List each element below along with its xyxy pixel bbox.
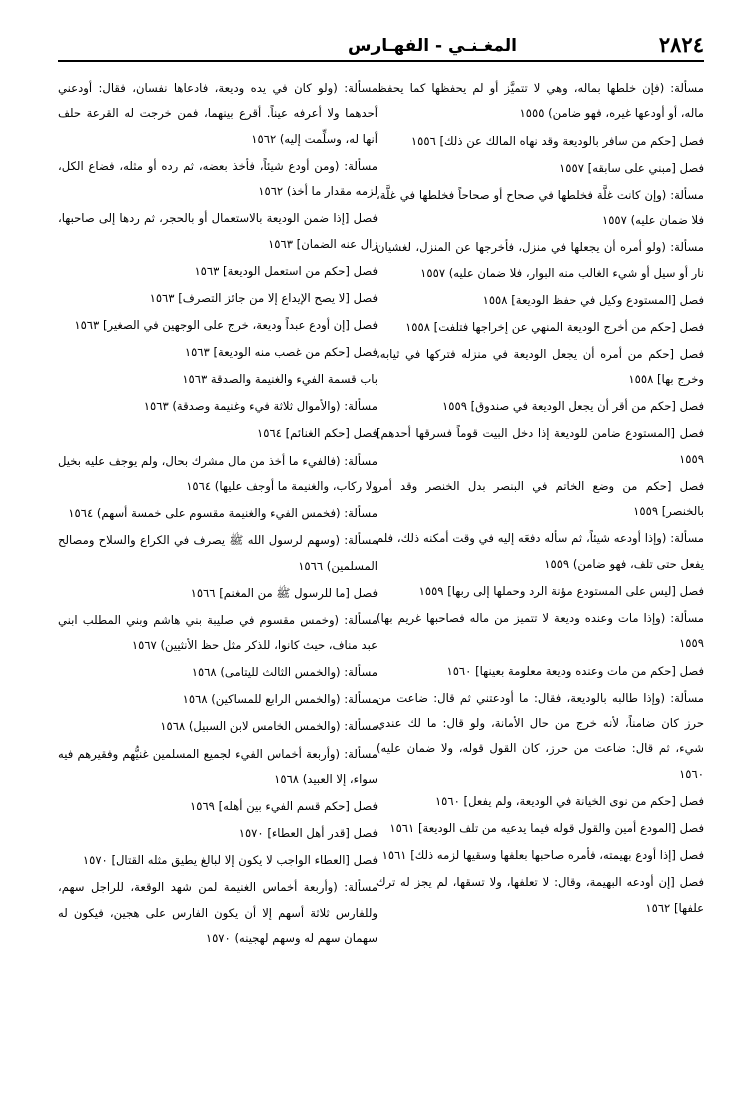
index-entry: فصل [حكم من استعمل الوديعة] ١٥٦٣ [194,263,378,278]
index-entry: فصل [المودع أمين والقول قوله فيما يدعيه من تلف الوديعة] ١٥٦١ [389,821,704,836]
page-number: ٢٨٢٤ [658,32,704,57]
index-entry: مسألة: (والأموال ثلاثة فيء وغنيمة وصدقة) ١٥٦٣ [143,399,378,414]
index-entry: مسألة: (فخمس الفيء والغنيمة مقسوم على خمسة أسهم) ١٥٦٤ [68,506,378,521]
index-entry: مسألة: (والخمس الرابع للمساكين) ١٥٦٨ [182,692,378,707]
index-column-left [58,76,378,953]
index-entry: فصل [حكم من غصب منه الوديعة] ١٥٦٣ [184,345,378,360]
index-entry: فصل [حكم من أمره أن يجعل الوديعة في منزله فتركها في ثيابه، وخرج بها] ١٥٥٨ [376,346,704,387]
index-entry: فصل [لا يصح الإيداع إلا من جائز التصرف] ١٥٦٣ [149,291,378,305]
index-entry: فصل [قدر أهل العطاء] ١٥٧٠ [238,826,378,841]
index-entry: مسألة: (والخمس الخامس لابن السبيل) ١٥٦٨ [160,719,378,734]
index-entry: فصل [حكم الغنائم] ١٥٦٤ [256,426,378,441]
index-entry: مسألة: (وخمس مقسوم في صليبة بني هاشم وبني المطلب ابني عبد مناف، حيث كانوا، للذكر مثل حظ الأنثيين) ١٥٦٧ [58,612,378,653]
index-entry: مسألة: (ولو أمره أن يجعلها في منزل، فأخرجها عن المنزل، لغشيان نار أو سيل أو شيء الغالب منه البوار، فلا ضمان عليه) ١٥٥٧ [376,240,704,280]
index-entry: فصل [إذا أودع بهيمته، فأمره صاحبها بعلفها وسقيها لزمه ذلك] ١٥٦١ [381,848,704,863]
index-entry: فصل [حكم من سافر بالوديعة وقد نهاه المالك عن ذلك] ١٥٥٦ [410,133,704,148]
index-entry: مسألة: (ومن أودع شيئاً، فأخذ بعضه، ثم رده أو مثله، فضاع الكل، لزمه مقدار ما أخذ) ١٥٦٢ [58,158,378,199]
index-entry: فصل [المستودع ضامن للوديعة إذا دخل البيت قوماً فسرقها أحدهم] ١٥٥٩ [376,426,704,466]
index-entry: فصل [ما للرسول ﷺ من المغنم] ١٥٦٦ [190,585,378,600]
index-entry: مسألة: (فالفيء ما أخذ من مال مشرك بحال، ولم يوجف عليه بخيل ولا ركاب، والغنيمة ما أوجف عليها) ١٥٦٤ [58,453,378,493]
index-entry: فصل [حكم من أقر أن يجعل الوديعة في صندوق] ١٥٥٩ [442,399,704,414]
index-entry: مسألة: (والخمس الثالث لليتامى) ١٥٦٨ [191,665,378,680]
index-entry: فصل [مبني على سابقه] ١٥٥٧ [559,160,704,175]
index-entry: مسألة: (وأربعة أخماس الغنيمة لمن شهد الوقعة، للراجل سهم، وللفارس ثلاثة أسهم إلا أن يكون الفارس على هجين، فيكون له سهمان سهم له وسهم لهجينه) ١٥٧٠ [58,880,378,946]
index-entry: فصل [حكم قسم الفيء بين أهله] ١٥٦٩ [189,799,378,814]
index-entry: فصل [حكم من مات وعنده وديعة معلومة بعينها] ١٥٦٠ [446,663,704,678]
index-entry: مسألة: (وإن كانت غلَّة فخلطها في صحاح أو صحاحاً فخلطها في غلَّة، فلا ضمان عليه) ١٥٥٧ [376,187,704,228]
page-header [58,30,704,62]
index-entry: مسألة: (فإن خلطها بماله، وهي لا تتميَّز أو لم يحفظها كما يحفظ ماله، أو أودعها غيره، فهو ضامن) ١٥٥٥ [376,81,704,121]
index-entry: مسألة: (ولو كان في يده وديعة، فادعاها نفسان، فقال: أودعني أحدهما ولا أعرفه عيناً. أقرع بينهما، فمن خرجت له القرعة حلف أنها له، وسلِّمت إليه) ١٥٦٢ [58,81,378,146]
index-entry: فصل [إن أودعه البهيمة، وقال: لا تعلفها، ولا تسقها، لم يجز له ترك علفها] ١٥٦٢ [376,875,704,915]
running-title: المغـنـي - الفهـارس [348,36,517,56]
index-entry: فصل [إذا ضمن الوديعة بالاستعمال أو بالحجر، ثم ردها إلى صاحبها، زال عنه الضمان] ١٥٦٣ [58,211,378,251]
index-entry: مسألة: (وسهم لرسول الله ﷺ يصرف في الكراع والسلاح ومصالح المسلمين) ١٥٦٦ [58,533,378,573]
index-entry: فصل [العطاء الواجب لا يكون إلا لبالغ يطيق مثله القتال] ١٥٧٠ [82,853,378,868]
index-entry: مسألة: (وأربعة أخماس الفيء لجميع المسلمين غنيُّهم وفقيرهم فيه سواء، إلا العبيد) ١٥٦٨ [58,746,378,786]
index-entry: مسألة: (وإذا طالبه بالوديعة، فقال: ما أودعتني ثم قال: ضاعت من حرز كان ضامناً، لأنه خرج من حال الأمانة، ولو قال: ما لك عندي شيء، ثم قال: ضاعت من حرز، كان القول قوله، ولا ضمان عليه) ١٥٦٠ [376,690,704,781]
index-entry: فصل [حكم من أخرج الوديعة المنهي عن إخراجها فتلفت] ١٥٥٨ [405,319,704,334]
index-entry: مسألة: (وإذا مات وعنده وديعة لا تتميز من ماله فصاحبها غريم بها) ١٥٥٩ [376,611,704,651]
index-entry: مسألة: (وإذا أودعه شيئاً، ثم سأله دفعَه إليه في وقت أمكنه ذلك، فلم يفعل حتى تلف، فهو ضامن) ١٥٥٩ [376,531,704,571]
index-entry: فصل [حكم من وضع الخاتم في البنصر بدل الخنصر وقد أمر بالخنصر] ١٥٥٩ [376,478,704,519]
index-entry: فصل [المستودع وكيل في حفظ الوديعة] ١٥٥٨ [482,292,704,307]
index-entry: باب قسمة الفيء والغنيمة والصدقة ١٥٦٣ [182,372,378,387]
index-column-right [376,76,704,923]
index-entry: فصل [ليس على المستودع مؤنة الرد وحملها إلى ربها] ١٥٥٩ [418,583,704,598]
index-entry: فصل [إن أودع عبداً وديعة، خرج على الوجهين في الصغير] ١٥٦٣ [74,318,378,333]
index-entry: فصل [حكم من نوى الخيانة في الوديعة، ولم يفعل] ١٥٦٠ [434,793,704,808]
